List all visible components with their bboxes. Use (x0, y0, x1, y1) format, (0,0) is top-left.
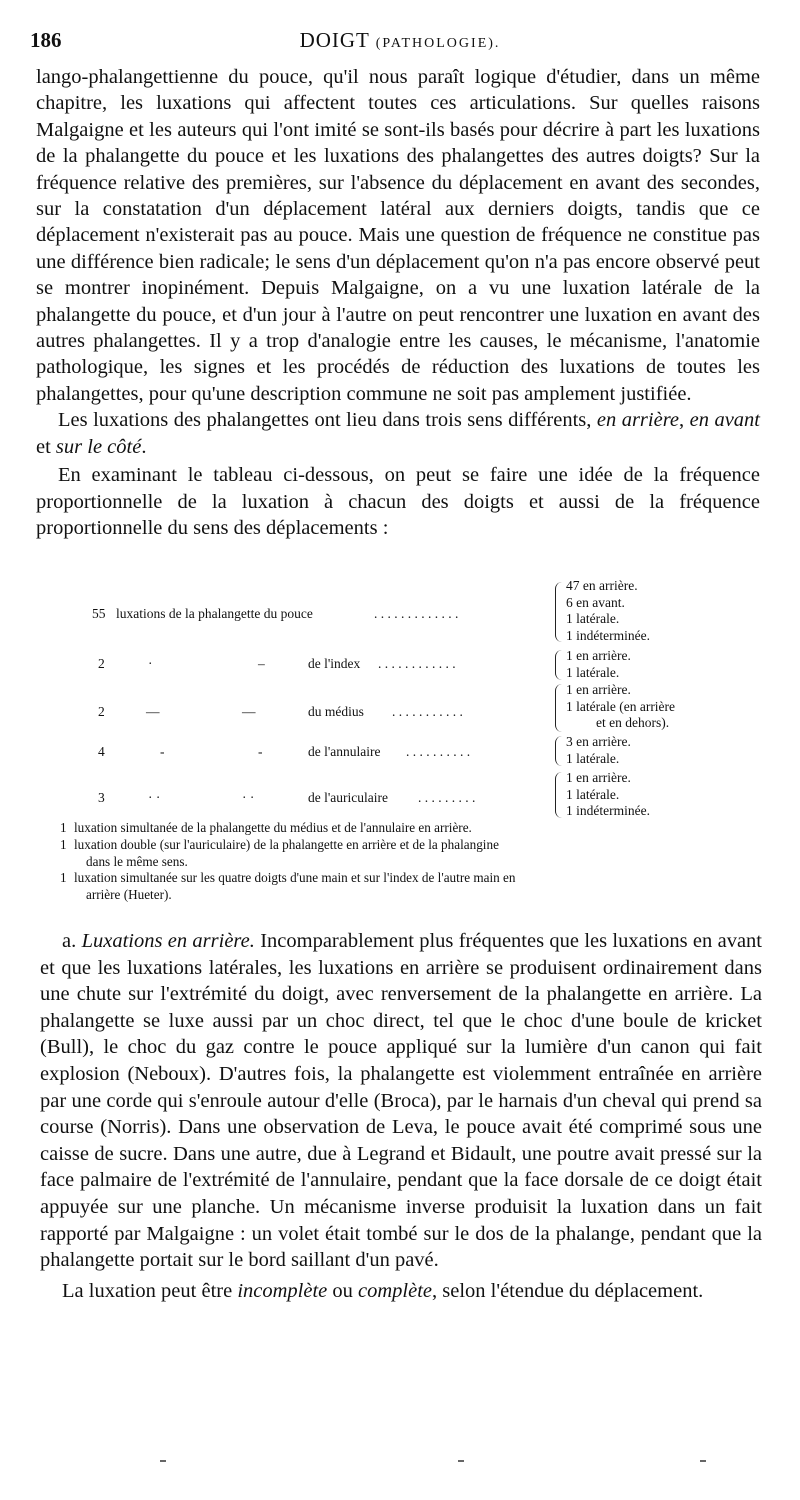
row-ditto: — (146, 704, 160, 719)
section-a-text (40, 928, 762, 1304)
note-text: luxation double (sur l'auriculaire) de la phalangette en arrière et de la phalangine (74, 836, 499, 852)
running-head (30, 28, 770, 53)
note-number: 1 (60, 870, 67, 886)
row-item: 1 latérale. (566, 750, 620, 766)
row-item: 1 latérale. (566, 786, 620, 802)
row-ditto: · · (148, 790, 161, 805)
row-ditto: – (258, 656, 265, 671)
row-items (566, 648, 766, 681)
print-mark (458, 1460, 464, 1462)
table-note (60, 836, 764, 871)
print-mark (700, 1460, 706, 1462)
running-head-subtitle: (PATHOLOGIE). (375, 36, 501, 51)
page-header (30, 28, 770, 54)
direction-lateral: sur le côté (55, 435, 142, 458)
row-item: 6 en avant. (566, 594, 625, 610)
section-body: Incomparablement plus fréquentes que les luxations en avant et que les luxations latérales, les luxations en arrière se produisent ordinairement dans une chute sur l'extrémité du doigt, avec renversement de la phalangette en arrière. La phalangette se luxe aussi par un choc direct, tel que le choc d'une boule de kricket (Bull), le choc du gaz contre le pouce appliqué sur la lumière d'un canon qui fait explosion (Neboux). D'autres fois, la phalangette est violemment entraînée en arrière par une corde qui s'enroule autour d'elle (Broca), par le harnais d'un cheval qui prend sa course (Norris). Dans une observation de Leva, le pouce avait été comprimé sous une caisse de sucre. Dans une autre, due à Legrand et Bidault, une poutre avait pressé sur la face palmaire de l'extrémité de l'annulaire, pendant que la face dorsale de ce doigt était appuyée sur une planche. Un mécanisme inverse produisit la luxation dans un fait rapporté par Malgaigne : un volet était tombé sur le dos de la phalange, pendant que la phalangette portait sur le bord saillant d'un pavé. (40, 930, 762, 1272)
final-or: ou (327, 1279, 359, 1302)
brace-icon (555, 650, 562, 680)
row-count: 4 (98, 744, 105, 759)
row-items (566, 682, 766, 732)
paragraph-section-a (40, 928, 762, 1274)
row-ditto: - (160, 744, 165, 759)
row-label: du médius (308, 704, 364, 719)
frequency-table (36, 578, 766, 828)
row-item: 47 en arrière. (566, 578, 638, 593)
note-text: luxation simultanée de la phalangette du médius et de l'annulaire en arrière. (74, 820, 472, 835)
direction-forward: en avant (689, 409, 760, 432)
row-count: 3 (98, 790, 105, 805)
footer-marks (60, 1460, 760, 1470)
section-letter: a. (62, 930, 77, 952)
brace-icon (555, 772, 562, 818)
row-item: 1 en arrière. (566, 770, 631, 785)
note-number: 1 (60, 820, 67, 835)
row-item: 1 en arrière. (566, 648, 631, 663)
directions-and: et (36, 435, 56, 458)
directions-end: . (141, 435, 147, 458)
final-complete: complète (358, 1279, 433, 1302)
row-items (566, 578, 766, 644)
row-item: 1 en arrière. (566, 682, 631, 697)
intro-text (36, 64, 760, 541)
table-note (60, 870, 764, 904)
row-leaders: . . . . . . . . . . (406, 744, 471, 759)
row-items (566, 734, 766, 767)
final-start: La luxation peut être (62, 1279, 238, 1302)
row-item: 1 indéterminée. (566, 803, 650, 819)
row-ditto: · · (242, 790, 255, 805)
paragraph-continuation: lango-phalangettienne du pouce, qu'il nous paraît logique d'étudier, dans un même chapitre, les luxations qui affectent toutes ces articulations. Sur quelles raisons Malgaigne et les auteurs qui l'ont imité se sont-ils basés pour décrire à part les luxations de la phalangette du pouce et les luxations des phalangettes des autres doigts? Sur la fréquence relative des premières, sur l'absence du déplacement en avant des secondes, sur la constatation d'un déplacement latéral aux derniers doigts, tandis que ce déplacement n'existerait pas au pouce. Mais une question de fréquence ne constitue pas une différence bien radicale; le sens d'un déplacement qu'on n'a pas encore observé peut se montrer inopinément. Depuis Malgaigne, on a vu une luxation latérale de la phalangette du pouce, et d'un jour à l'autre on peut rencontrer une luxation en avant des autres phalangettes. Il y a trop d'analogie entre les causes, le mécanisme, l'anatomie pathologique, les signes et les procédés de réduction des luxations de toutes les phalangettes, pour qu'une description commune ne soit pas amplement justifiée. (36, 66, 760, 405)
brace-icon (555, 582, 562, 642)
paragraph-directions (36, 407, 760, 460)
row-label: de l'annulaire (308, 744, 381, 759)
direction-backward: en arrière (596, 409, 680, 432)
row-ditto: — (242, 704, 256, 719)
paragraph-table-intro: En examinant le tableau ci-dessous, on peut se faire une idée de la fréquence proportionnelle de la luxation à chacun des doigts et aussi de la fréquence proportionnelle du sens des déplacements : (36, 464, 760, 539)
row-leaders: . . . . . . . . . . . . . (374, 606, 459, 621)
brace-icon (555, 684, 562, 732)
row-ditto: - (258, 744, 263, 759)
final-incomplete: incomplète (237, 1279, 328, 1302)
row-item: 3 en arrière. (566, 734, 631, 749)
row-label: de l'auriculaire (308, 790, 389, 805)
note-number: 1 (60, 836, 67, 852)
table-note (60, 820, 764, 837)
table-notes (60, 820, 764, 904)
print-mark (160, 1460, 166, 1462)
row-label: luxations de la phalangette du pouce (116, 606, 313, 621)
row-ditto: · (148, 656, 153, 671)
note-text: luxation simultanée sur les quatre doigts d'une main et sur l'index de l'autre main en (74, 870, 516, 886)
row-item: 1 indéterminée. (566, 627, 650, 643)
directions-comma: , (679, 409, 690, 432)
note-continuation: arrière (Hueter). (86, 887, 172, 903)
page-number: 186 (30, 28, 62, 52)
directions-text-start: Les luxations des phalangettes ont lieu dans trois sens différents, (58, 409, 592, 432)
row-label: de l'index (308, 656, 361, 671)
row-leaders: . . . . . . . . . . . . (378, 656, 456, 671)
row-item: 1 latérale. (566, 611, 620, 627)
running-head-title: DOIGT (299, 28, 370, 52)
section-heading: Luxations en arrière. (81, 930, 255, 952)
final-end: , selon l'étendue du déplacement. (432, 1279, 704, 1302)
row-item: 1 latérale. (566, 664, 620, 680)
row-item: 1 latérale (en arrière (566, 698, 676, 714)
brace-icon (555, 736, 562, 766)
row-leaders: . . . . . . . . . (418, 790, 476, 805)
row-leaders: . . . . . . . . . . . (392, 704, 463, 719)
row-count: 55 (92, 606, 106, 621)
row-items (566, 770, 766, 820)
paragraph-final (40, 1278, 762, 1305)
row-item: et en dehors). (596, 715, 670, 731)
row-count: 2 (98, 656, 105, 671)
note-continuation: dans le même sens. (86, 853, 188, 869)
row-count: 2 (98, 704, 105, 719)
